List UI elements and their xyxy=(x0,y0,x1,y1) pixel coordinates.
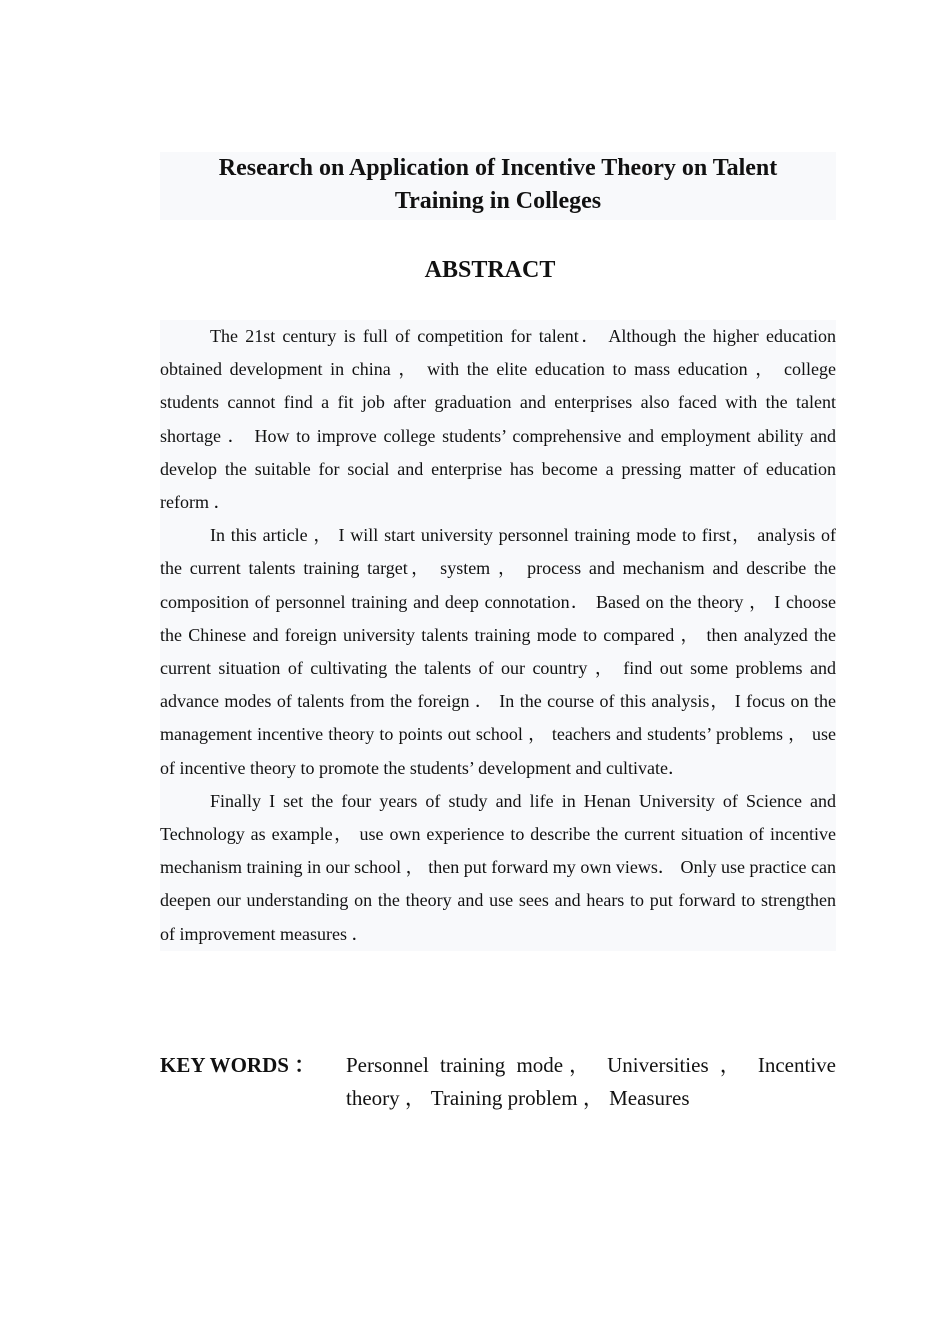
abstract-paragraph-3: Finally I set the four years of study and life in Henan University of Science and Technology as example， use own experience to describe the current situation of incentive mechanism training in our school ， then put forward my own views． Only use practice can deepen our understanding on the theory and use sees and hears to put forward to strengthen of improvement measures ． xyxy=(160,790,836,944)
title-line-1: Research on Application of Incentive Theory on Talent xyxy=(218,155,778,181)
title-line-2: Training in Colleges xyxy=(394,188,602,214)
abstract-paragraph-1: The 21st century is full of competition for talent． Although the higher education obtained development in china ， with the elite education to mass education ， college students cannot find a fit job after graduation and enterprises also faced with the talent shortage ． How to improve college students’ comprehensive and employment ability and develop the suitable for social and enterprise has become a pressing matter of education reform ． xyxy=(160,326,836,513)
abstract-body xyxy=(160,320,836,951)
abstract-heading: ABSTRACT xyxy=(424,257,556,283)
paper-title xyxy=(160,152,836,220)
keywords-label: KEY WORDS ： xyxy=(160,1053,316,1077)
abstract-paragraph-2: In this article ， I will start university personnel training mode to first， analysis of the current talents training target， system ， process and mechanism and describe the composition of personnel training and deep connotation． Based on the theory ， I choose the Chinese and foreign university talents training mode to compared ， then analyzed the current situation of cultivating the talents of our country ， find out some problems and advance modes of talents from the foreign ． In the course of this analysis， I focus on the management incentive theory to points out school ， teachers and students’ problems ， use of incentive theory to promote the students’ development and cultivate． xyxy=(160,525,836,778)
keywords-list: Personnel training mode， Universities ， Incentive theory ， Training problem ， Measures xyxy=(346,1053,836,1110)
